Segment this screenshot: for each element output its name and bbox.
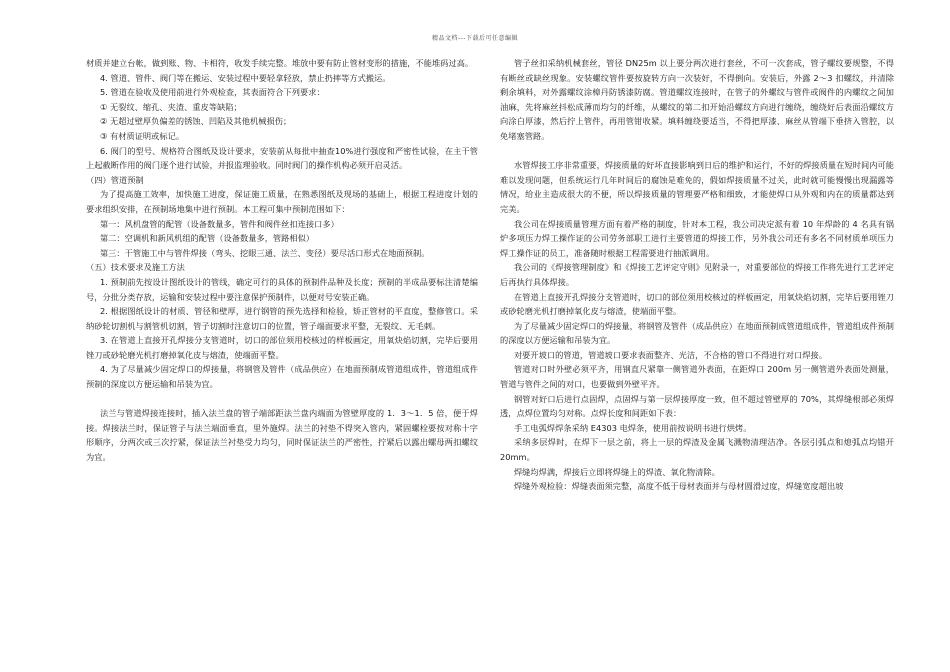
paragraph: 管道对口时外壁必须平齐，用钢直尺紧靠一侧管道外表面，在距焊口 200m 另一侧管道外表面处测量，管道与管件之间的对口，也要做到外壁平齐。 (500, 364, 894, 390)
paragraph: 水管焊接工序非常重要，焊接质量的好坏直接影响到日后的维护和运行，不好的焊接质量在短时间内可能难以发现问题，但系统运行几年时间后的腐蚀是难免的，假如焊接质量不过关，此时就可能慢慢出现漏露等情况，给业主造成很大的不便，所以焊接质量的管理要严格和细致，才能使焊口从外观和内在的质量都达到完美。 (500, 160, 894, 214)
paragraph: ② 无超过壁厚负偏差的锈蚀、凹陷及其他机械损伤； (99, 116, 292, 127)
paragraph: 钢管对好口后进行点固焊，点固焊与第一层焊接厚度一致，但不超过管壁厚的 70%，其焊缝根部必须焊透，点焊位置均匀对称。点焊长度和间距如下表： (500, 393, 894, 419)
paragraph: 焊缝外观检验：焊缝表面须完整，高度不低于母材表面并与母材圆滑过度，焊缝宽度超出坡 (513, 481, 844, 492)
paragraph: （四）管道预制 (86, 174, 144, 185)
paragraph: 6. 阀门的型号、规格符合图纸及设计要求，安装前从每批中抽查10%进行强度和严密性试验，在主干管上起截断作用的阀门逐个进行试验，并报监理验收。同时阀门的操作机构必须开启灵活。 (86, 145, 478, 171)
paragraph: 2. 根据图纸设计的材质、管径和壁厚，进行钢管的预先选择和检验，矫正管材的平直度，整修管口。采纳砂轮切割机与割管机切割，管子切割时注意切口的位置，管子端面要求平整，无裂纹、无毛刺。 (86, 306, 478, 331)
paragraph: 管子丝扣采纳机械套丝，管径 DN25m 以上要分两次进行套丝，不可一次套成，管子螺纹要规整，不得有断丝或缺丝现象。安装螺纹管件要按旋转方向一次装好，不得倒向。安装后，外露 2～3 扣螺纹，并清除剩余填料，对外露螺纹涂樟丹防锈漆防腐。管道螺纹连接时，在管子的外螺纹与管件或阀件的内螺纹之间加油麻，先将麻丝抖松成薄而均匀的纤维，从螺纹的第二扣开始沿螺纹方向进行缠绕，缠绕好后表面沿螺纹方向涂白厚漆，然后拧上管件，再用管钳收紧。填料缠绕要适当，不得把厚漆、麻丝从管端下垂挤入管腔，以免堵塞管路。 (500, 58, 894, 141)
paragraph: 对要开坡口的管道，管道坡口要求表面整齐、光洁，不合格的管口不得进行对口焊接。 (513, 349, 827, 360)
paragraph: 采纳多层焊时，在焊下一层之前，将上一层的焊渣及金属飞溅物清理洁净。各层引弧点和熄弧点均错开 20mm。 (500, 437, 894, 463)
paragraph: （五）技术要求及施工方法 (86, 262, 185, 273)
paragraph: 材质并建立台帐，做到账、物、卡相符，收发手续完整。堆放中要有防止管材变形的措施，不能堆码过高。 (86, 58, 474, 68)
paragraph: 1. 预制前先按设计图纸设计的管线，确定可行的具体的预制件品种及长度；预制的半成品要标注清楚编号，分批分类存放，运输和安装过程中要注意保护预制件，以便对号安装正确。 (86, 276, 478, 302)
paragraph-gap (86, 392, 478, 407)
paragraph: 为了尽量减少固定焊口的焊接量，将钢管及管件（成品供应）在地面预制成管道组成件，管道组成件预制的深度以方便运输和吊装为宜。 (500, 320, 894, 346)
left-text-column (86, 56, 478, 465)
right-text-column (500, 56, 894, 494)
paragraph: 第二：空调机和新风机组的配管（设备数量多，管路相似） (99, 233, 315, 244)
paragraph: 焊缝均焊满，焊接后立即将焊缝上的焊渣、氧化物清除。 (513, 466, 720, 477)
paragraph: ① 无裂纹、缩孔、夹渣、重皮等缺陷； (99, 101, 242, 112)
paragraph: 在管道上直接开孔焊接分支管道时，切口的部位须用校核过的样板画定，用氧炔焰切割，完毕后要用锉刀或砂轮磨光机打磨掉氧化皮与熔渣，使端面平整。 (500, 291, 894, 317)
paragraph: 第一：风机盘管的配管（设备数量多，管件和阀件丝扣连接口多） (99, 218, 339, 229)
paragraph: 为了提高施工效率，加快施工进度，保证施工质量，在熟悉图纸及现场的基础上，根据工程进度计划的要求组织安排，在预制场地集中进行预制。本工程可集中预制范围如下： (86, 189, 478, 214)
paragraph-gap (500, 144, 894, 159)
paragraph: ③ 有材质证明或标记。 (99, 130, 185, 141)
paragraph: 法兰与管道焊接连接时，插入法兰盘的管子端部距法兰盘内端面为管壁厚度的 1．3～1．5 倍，便于焊接。焊接法兰时，保证管子与法兰端面垂直，里外施焊。法兰的衬垫不得突入管内，紧固螺栓要按对称十字形顺序，分两次或三次拧紧，保证法兰衬垫受力均匀，同时保证法兰的严密性，拧紧后以露出螺母两扣螺纹为宜。 (86, 408, 478, 463)
header-watermark: 精品文档---下载后可任意编辑 (432, 35, 518, 42)
paragraph: 手工电弧焊焊条采纳 E4303 电焊条，使用前按说明书进行烘烤。 (513, 422, 752, 433)
paragraph: 5. 管道在验收及使用前进行外观检查，其表面符合下列要求： (99, 87, 325, 98)
paragraph: 我公司的《焊接管理制度》和《焊接工艺评定守则》见附录一，对重要部位的焊接工作将先进行工艺评定后再执行具体焊接。 (500, 262, 894, 287)
paragraph: 4. 管道、管件、阀门等在搬运、安装过程中要轻拿轻放，禁止扔摔等方式搬运。 (99, 72, 391, 83)
paragraph: 3. 在管道上直接开孔焊接分支管道时，切口的部位须用校核过的样板画定，用氧炔焰切割，完毕后要用锉刀或砂轮磨光机打磨掉氧化皮与熔渣，使端面平整。 (86, 335, 478, 360)
paragraph: 第三：干管施工中与管件焊接（弯头、挖眼三通、法兰、变径）要尽活口形式在地面预制。 (99, 247, 430, 258)
paragraph: 我公司在焊接质量管理方面有着严格的制度，针对本工程，我公司决定派有着 10 年焊龄的 4 名具有锅炉多项压力焊工操作证的公司劳务部职工进行主要管道的焊接工作，另外我公司还有多名不同材质单项压力焊工操作证的员工，准备随时根据工程需要进行抽派调用。 (500, 218, 894, 258)
paragraph: 4. 为了尽量减少固定焊口的焊接量，将钢管及管件（成品供应）在地面预制成管道组成件，管道组成件预制的深度以方便运输和吊装为宜。 (86, 364, 478, 390)
